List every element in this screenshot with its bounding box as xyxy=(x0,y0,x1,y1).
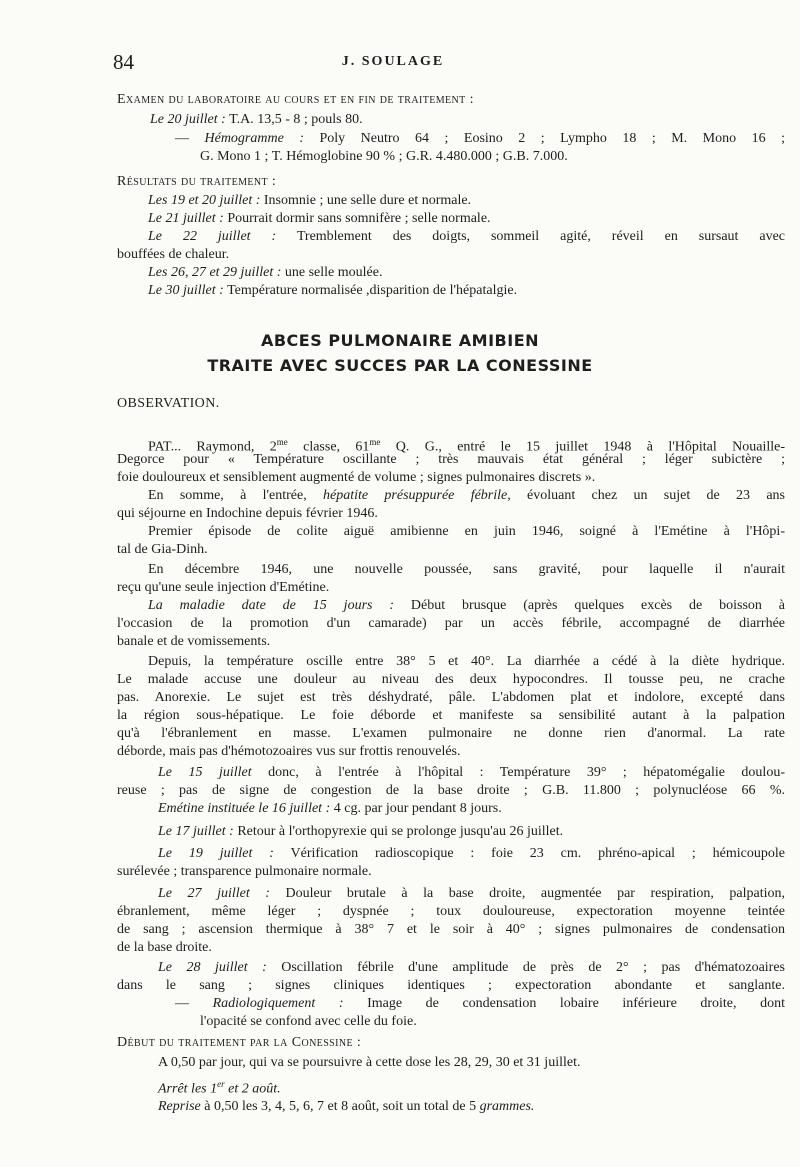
text-segment: foie douloureux et sensiblement augmenté de volume ; signes pulmonaires discrets ». xyxy=(117,470,596,485)
text-line-p12 xyxy=(117,633,270,651)
text-line-p9 xyxy=(117,579,329,597)
text-line-l1 xyxy=(150,111,363,129)
article-title-line-2: TRAITE AVEC SUCCES PAR LA CONESSINE xyxy=(207,356,593,375)
text-segment: à 0,50 les 3, 4, 5, 6, 7 et 8 août, soit un total de 5 xyxy=(200,1099,480,1114)
text-line-p15 xyxy=(117,689,785,707)
text-line-p4 xyxy=(148,487,785,505)
text-segment: Début brusque (après quelques excès de boisson à xyxy=(394,598,785,613)
text-segment: Q. G., entré le 15 juillet 1948 à l'Hôpital Nouaille- xyxy=(380,439,785,455)
text-segment: qu'à l'ébranlement en masse. L'examen pulmonaire ne donne rien d'anormal. La rate xyxy=(117,726,785,741)
text-segment: G. Mono 1 ; T. Hémoglobine 90 % ; G.R. 4.480.000 ; G.B. 7.000. xyxy=(200,149,568,164)
text-segment: A 0,50 par jour, qui va se poursuivre à cette dose les 28, 29, 30 et 31 juillet. xyxy=(158,1055,581,1070)
text-segment: Insomnie ; une selle dure et normale. xyxy=(260,193,472,208)
text-segment: 4 cg. par jour pendant 8 jours. xyxy=(330,801,502,816)
text-segment: Image de condensation lobaire inférieure droite, dont xyxy=(343,996,786,1011)
text-segment: Poly Neutro 64 ; Eosino 2 ; Lympho 18 ; M. Mono 16 ; xyxy=(303,131,785,146)
text-segment: et 2 août. xyxy=(224,1081,281,1097)
text-line-r6 xyxy=(148,282,517,300)
text-segment: l'opacité se confond avec celle du foie. xyxy=(200,1014,417,1029)
text-line-p7 xyxy=(117,541,208,559)
running-title: J. SOULAGE xyxy=(341,54,445,69)
text-line-r1 xyxy=(148,192,471,210)
text-segment: Emétine instituée le 16 juillet : xyxy=(158,801,331,816)
text-segment: Premier épisode de colite aiguë amibienne en juin 1946, soigné à l'Emétine à l'Hôpi- xyxy=(148,524,785,539)
text-line-p6 xyxy=(148,523,785,541)
text-line-p31 xyxy=(175,995,785,1013)
text-segment: Le 15 juillet xyxy=(158,765,252,780)
text-line-p32 xyxy=(200,1013,417,1031)
text-line-p14 xyxy=(117,671,785,689)
text-segment: de la base droite. xyxy=(117,940,212,955)
observation-heading: OBSERVATION. xyxy=(117,396,220,411)
text-segment: de sang ; ascension thermique à 38° 7 et le soir à 40° ; signes pulmonaires de condensation xyxy=(117,922,785,937)
text-line-p28 xyxy=(117,939,212,957)
text-segment: Oscillation fébrile d'une amplitude de près de 2° ; pas d'hématozoaires xyxy=(266,960,785,975)
text-line-r2 xyxy=(148,210,491,228)
text-segment: — xyxy=(175,131,205,146)
text-segment: Le malade accuse une douleur au niveau des deux hypocondres. Il tousse peu, ne crache xyxy=(117,672,785,687)
text-segment: Le 20 juillet : xyxy=(150,112,226,127)
text-segment: reuse ; pas de signe de congestion de la base droite ; G.B. 11.800 ; polynucléose 66 %. xyxy=(117,783,785,798)
text-line-p26 xyxy=(117,903,785,921)
text-segment: T.A. 13,5 - 8 ; pouls 80. xyxy=(225,112,363,127)
text-line-p20 xyxy=(117,782,785,800)
text-segment: qui séjourne en Indochine depuis février 1946. xyxy=(117,506,378,521)
text-line-p30 xyxy=(117,977,785,995)
page-number: 84 xyxy=(113,50,134,74)
text-segment: Retour à l'orthopyrexie qui se prolonge jusqu'au 26 juillet. xyxy=(233,824,564,839)
section-heading-exam-head: Examen du laboratoire au cours et en fin de traitement : xyxy=(117,92,474,107)
text-line-p25 xyxy=(158,885,785,903)
text-segment: banale et de vomissements. xyxy=(117,634,271,649)
text-line-r4 xyxy=(117,246,229,264)
text-segment: l'occasion de la promotion d'un camarade) par un accès fébrile, accompagné de diarrhée xyxy=(117,616,785,631)
section-heading-res-head: Résultats du traitement : xyxy=(117,174,277,189)
text-line-p18 xyxy=(117,743,461,761)
text-segment: Arrêt les 1 xyxy=(158,1081,218,1097)
text-line-r5 xyxy=(148,264,382,282)
text-segment: En décembre 1946, une nouvelle poussée, sans gravité, pour laquelle il n'aurait xyxy=(148,562,785,577)
text-segment: Température normalisée ,disparition de l'hépatalgie. xyxy=(223,283,518,298)
text-segment: La maladie date de 15 jours : xyxy=(148,598,395,613)
text-line-p8 xyxy=(148,561,785,579)
text-segment: dans le sang ; signes cliniques identiques ; expectoration abondante et sanglante. xyxy=(117,978,785,993)
text-line-p11 xyxy=(117,615,785,633)
text-line-p22 xyxy=(158,823,563,841)
text-segment: Le 30 juillet : xyxy=(148,283,224,298)
text-segment: surélevée ; transparence pulmonaire normale. xyxy=(117,864,372,879)
text-line-p2 xyxy=(117,451,785,469)
text-segment: Depuis, la température oscille entre 38° 5 et 40°. La diarrhée a cédé à la diète hydrique. xyxy=(148,654,785,669)
text-segment: Le 19 juillet : xyxy=(158,846,274,861)
text-segment: déborde, mais pas d'hémotozoaires vus sur frottis renouvelés. xyxy=(117,744,461,759)
text-line-p16 xyxy=(117,707,785,725)
text-line-r3 xyxy=(148,228,785,246)
text-segment: tal de Gia-Dinh. xyxy=(117,542,208,557)
text-segment: reçu qu'une seule injection d'Emétine. xyxy=(117,580,330,595)
text-segment: ébranlement, même léger ; dyspnée ; toux douloureuse, expectoration moyenne teintée xyxy=(117,904,785,919)
text-segment: PAT... Raymond, 2 xyxy=(148,439,277,455)
text-segment: Le 22 juillet : xyxy=(148,229,277,244)
text-line-p29 xyxy=(158,959,785,977)
section-heading-deb-head: Début du traitement par la Conessine : xyxy=(117,1035,362,1050)
text-line-p5 xyxy=(117,505,378,523)
text-line-d2 xyxy=(158,1075,281,1099)
text-segment: évoluant chez un sujet de 23 ans xyxy=(510,488,786,503)
text-segment: Degorce pour « Température oscillante ; très mauvais état général ; léger subictère ; xyxy=(117,452,785,467)
text-line-p10 xyxy=(148,597,785,615)
text-segment: En somme, à l'entrée, xyxy=(148,488,324,503)
text-segment: Les 19 et 20 juillet : xyxy=(148,193,261,208)
text-line-p24 xyxy=(117,863,372,881)
text-segment: donc, à l'entrée à l'hôpital : Température 39° ; hépatomégalie doulou- xyxy=(251,765,785,780)
text-line-p17 xyxy=(117,725,785,743)
text-segment: Reprise xyxy=(158,1099,201,1114)
text-line-d3 xyxy=(158,1098,534,1116)
text-line-l2 xyxy=(175,130,785,148)
text-segment: Le 27 juillet : xyxy=(158,886,270,901)
text-segment: la région sous-hépatique. Le foie déborde et manifeste sa sensibilité autant à la palpation xyxy=(117,708,785,723)
text-segment: Radiologiquement : xyxy=(212,996,344,1011)
text-segment: pas. Anorexie. Le sujet est très déshydraté, pâle. L'abdomen plat et indolore, excepté dans xyxy=(117,690,785,705)
text-segment: classe, 61 xyxy=(287,439,370,455)
text-segment: hépatite présuppurée fébrile, xyxy=(323,488,511,503)
text-line-p27 xyxy=(117,921,785,939)
text-line-p13 xyxy=(148,653,785,671)
article-title-line-1: ABCES PULMONAIRE AMIBIEN xyxy=(260,331,540,350)
text-segment: Tremblement des doigts, sommeil agité, réveil en sursaut avec xyxy=(276,229,786,244)
text-segment: Hémogramme : xyxy=(204,131,304,146)
text-segment: une selle moulée. xyxy=(281,265,383,280)
text-segment: Vérification radioscopique : foie 23 cm. phréno-apical ; hémicoupole xyxy=(273,846,785,861)
text-segment: — xyxy=(175,996,213,1011)
text-segment: Pourrait dormir sans somnifère ; selle normale. xyxy=(223,211,491,226)
text-line-p23 xyxy=(158,845,785,863)
text-segment: me xyxy=(369,437,381,447)
text-segment: me xyxy=(276,437,288,447)
text-segment: Le 21 juillet : xyxy=(148,211,224,226)
text-line-l3 xyxy=(200,148,568,166)
text-line-p19 xyxy=(158,764,785,782)
page-header xyxy=(113,50,673,76)
text-line-p3 xyxy=(117,469,595,487)
text-segment: Le 17 juillet : xyxy=(158,824,234,839)
text-line-d1 xyxy=(158,1054,580,1072)
text-segment: Le 28 juillet : xyxy=(158,960,267,975)
text-line-p21 xyxy=(158,800,502,818)
text-segment: er xyxy=(217,1079,225,1089)
text-segment: grammes. xyxy=(479,1099,535,1114)
text-segment: Les 26, 27 et 29 juillet : xyxy=(148,265,282,280)
text-segment: Douleur brutale à la base droite, augmentée par respiration, palpation, xyxy=(269,886,785,901)
text-segment: bouffées de chaleur. xyxy=(117,247,230,262)
